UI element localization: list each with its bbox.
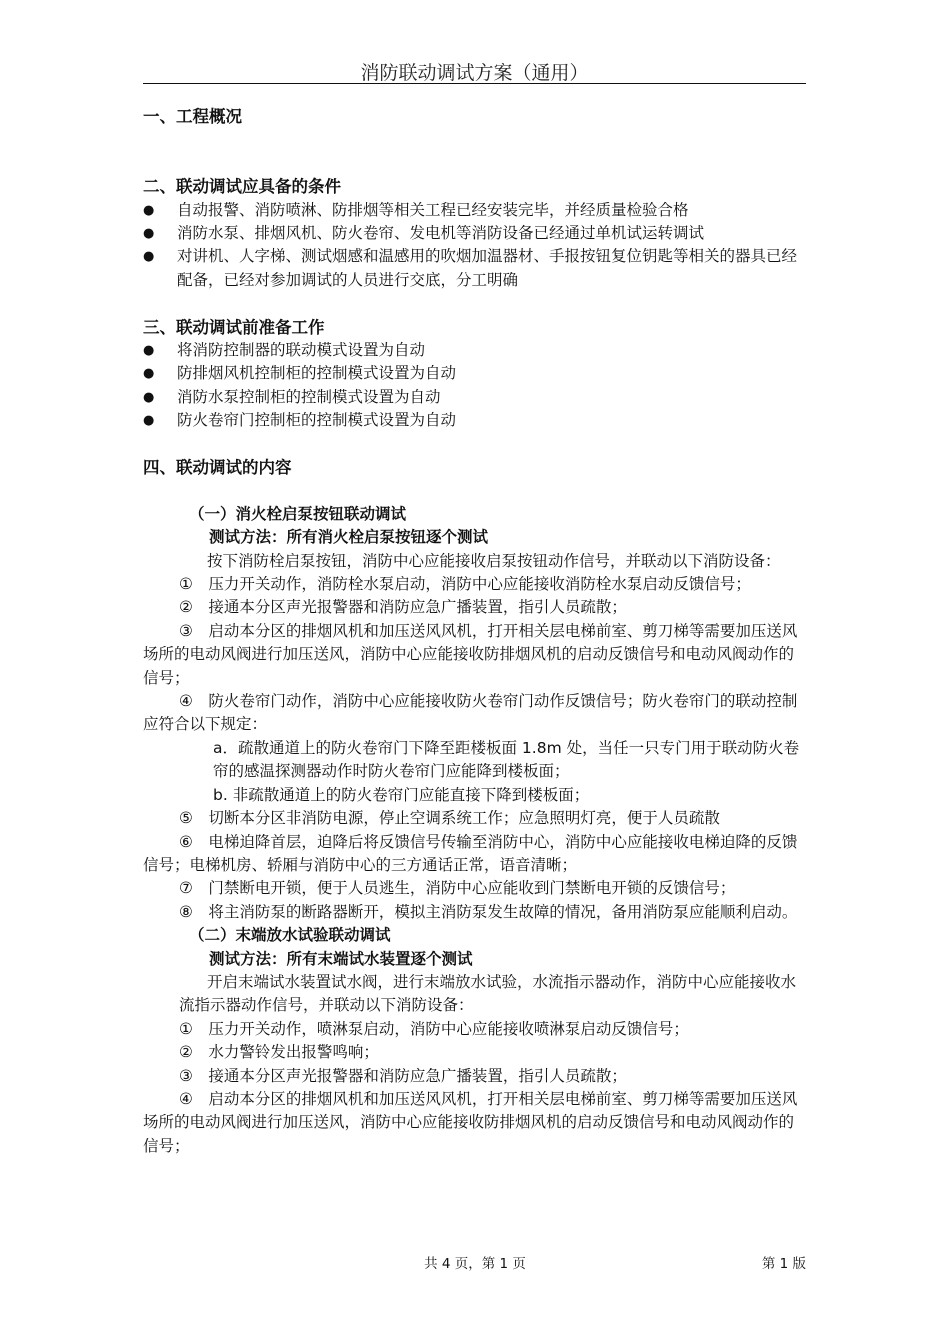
header-rule xyxy=(143,83,806,84)
list-item: ● 防排烟风机控制柜的控制模式设置为自动 xyxy=(143,362,806,385)
test-method-2: 测试方法：所有末端试水装置逐个测试 xyxy=(209,949,473,968)
subsection-1-title: （一）消火栓启泵按钮联动调试 xyxy=(189,504,407,523)
numbered-item: ③ 启动本分区的排烟风机和加压送风风机，打开相关层电梯前室、剪刀梯等需要加压送风场所的电动风阀进行加压送风，消防中心应能接收防排烟风机的启动反馈信号和电动风阀动作的信号； xyxy=(143,621,798,687)
section-1-title: 一、工程概况 xyxy=(143,107,242,126)
bullet-icon: ● xyxy=(143,226,155,241)
header-title: 消防联动调试方案（通用） xyxy=(360,62,589,84)
section-4-title: 四、联动调试的内容 xyxy=(143,458,292,478)
numbered-item: ④ 启动本分区的排烟风机和加压送风风机，打开相关层电梯前室、剪刀梯等需要加压送风场所的电动风阀进行加压送风，消防中心应能接收防排烟风机的启动反馈信号和电动风阀动作的信号； xyxy=(143,1089,798,1155)
numbered-item: ④ 防火卷帘门动作，消防中心应能接收防火卷帘门动作反馈信号；防火卷帘门的联动控制应符合以下规定： xyxy=(143,692,798,734)
paragraph: 按下消防栓启泵按钮，消防中心应能接收启泵按钮动作信号，并联动以下消防设备： xyxy=(207,551,781,570)
numbered-item: ② 接通本分区声光报警器和消防应急广播装置，指引人员疏散； xyxy=(179,598,627,617)
list-item: ● 将消防控制器的联动模式设置为自动 xyxy=(143,339,806,362)
bullet-icon: ● xyxy=(143,343,155,359)
list-item: ● 防火卷帘门控制柜的控制模式设置为自动 xyxy=(143,409,806,432)
paragraph: 开启末端试水装置试水阀，进行末端放水试验，水流指示器动作，消防中心应能接收水流指示器动作信号，并联动以下消防设备： xyxy=(179,972,797,1015)
bullet-icon: ● xyxy=(143,389,155,405)
bullet-icon: ● xyxy=(143,202,155,218)
list-item: ● 消防水泵控制柜的控制模式设置为自动 xyxy=(143,386,806,409)
numbered-item: ① 压力开关动作，喷淋泵启动，消防中心应能接收喷淋泵启动反馈信号； xyxy=(179,1019,689,1038)
lettered-item: b. 非疏散通道上的防火卷帘门应能直接下降到楼板面； xyxy=(213,785,590,804)
numbered-item: ② 水力警铃发出报警鸣响； xyxy=(179,1043,379,1062)
numbered-item: ① 压力开关动作，消防栓水泵启动，消防中心应能接收消防栓水泵启动反馈信号； xyxy=(179,575,751,594)
list-item: ● 对讲机、人字梯、测试烟感和温感用的吹烟加温器材、手报按钮复位钥匙等相关的器具已经配备，已经对参加调试的人员进行交底，分工明确 xyxy=(143,245,806,292)
version-label: 第 1 版 xyxy=(761,1256,806,1272)
numbered-item: ⑧ 将主消防泵的断路器断开，模拟主消防泵发生故障的情况，备用消防泵应能顺利启动。 xyxy=(179,902,798,921)
list-item: ● 消防水泵、排烟风机、防火卷帘、发电机等消防设备已经通过单机试运转调试 xyxy=(143,222,806,245)
subsection-2-title: （二）末端放水试验联动调试 xyxy=(189,926,391,945)
numbered-item: ⑤ 切断本分区非消防电源，停止空调系统工作；应急照明灯亮，便于人员疏散 xyxy=(179,809,720,828)
document-body xyxy=(143,105,806,1158)
page-number: 共 4 页，第 1 页 xyxy=(424,1256,526,1272)
section-3-title: 三、联动调试前准备工作 xyxy=(143,317,325,337)
bullet-icon: ● xyxy=(143,413,155,429)
numbered-item: ⑥ 电梯迫降首层，迫降后将反馈信号传输至消防中心，消防中心应能接收电梯迫降的反馈信号；电梯机房、轿厢与消防中心的三方通话正常，语音清晰； xyxy=(143,832,798,874)
test-method-1: 测试方法：所有消火栓启泵按钮逐个测试 xyxy=(209,528,489,547)
bullet-icon: ● xyxy=(143,366,155,382)
numbered-item: ⑦ 门禁断电开锁，便于人员逃生，消防中心应能收到门禁断电开锁的反馈信号； xyxy=(179,879,736,898)
numbered-item: ③ 接通本分区声光报警器和消防应急广播装置，指引人员疏散； xyxy=(179,1066,627,1085)
section-2-title: 二、联动调试应具备的条件 xyxy=(143,177,341,197)
bullet-icon: ● xyxy=(143,249,155,265)
lettered-item: a．疏散通道上的防火卷帘门下降至距楼板面 1.8m 处，当任一只专门用于联动防火卷帘的感温探测器动作时防火卷帘门应能降到楼板面； xyxy=(213,738,800,781)
list-item: ● 自动报警、消防喷淋、防排烟等相关工程已经安装完毕，并经质量检验合格 xyxy=(143,199,806,222)
